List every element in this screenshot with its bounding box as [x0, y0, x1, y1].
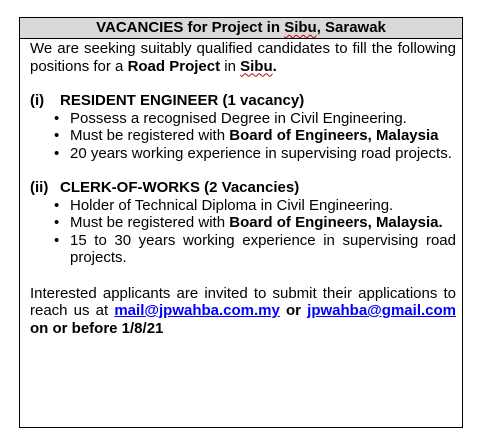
closing-paragraph — [30, 285, 456, 338]
requirements-list-1 — [30, 110, 456, 163]
intro-project: Road Project — [127, 57, 221, 75]
requirement-bold: Board of Engineers, Malaysia — [229, 127, 439, 144]
email-link-primary[interactable]: mail@jpwahba.com.my — [114, 302, 280, 319]
position-number-1: (i) — [30, 92, 45, 109]
notice-body — [20, 39, 462, 337]
position-title-1: RESIDENT ENGINEER (1 vacancy) — [60, 92, 305, 109]
requirement-text: Possess a recognised Degree in Civil Engineering. — [70, 109, 407, 127]
title-prefix: VACANCIES for Project in — [96, 19, 285, 36]
title-city: Sibu — [284, 19, 317, 36]
position-title-2: CLERK-OF-WORKS (2 Vacancies) — [60, 179, 300, 196]
requirement-item — [54, 110, 456, 128]
closing-deadline: on or before 1/8/21 — [30, 319, 164, 337]
requirement-item — [54, 145, 456, 163]
requirement-item — [54, 232, 456, 267]
position-heading-2 — [30, 179, 456, 197]
requirement-text: Must be registered with — [70, 214, 230, 231]
requirement-bold: Board of Engineers, Malaysia. — [229, 214, 443, 231]
intro-mid: in — [220, 57, 241, 75]
requirement-item — [54, 127, 456, 145]
intro-paragraph — [30, 40, 456, 75]
requirement-text: Must be registered with — [70, 127, 230, 144]
closing-or: or — [279, 302, 308, 319]
requirements-list-2 — [30, 197, 456, 267]
requirement-item — [54, 197, 456, 215]
position-number-2: (ii) — [30, 179, 49, 196]
vacancy-notice — [19, 17, 463, 428]
position-heading-1 — [30, 92, 456, 110]
intro-end: . — [272, 57, 277, 75]
requirement-item — [54, 214, 456, 232]
title-suffix: , Sarawak — [316, 19, 386, 36]
requirement-text: 15 to 30 years working experience in supervising road projects. — [70, 231, 456, 266]
requirement-text: Holder of Technical Diploma in Civil Engineering. — [70, 196, 394, 214]
notice-title — [20, 18, 462, 39]
intro-city: Sibu — [240, 57, 273, 75]
email-link-secondary[interactable]: jpwahba@gmail.com — [307, 302, 456, 319]
requirement-text: 20 years working experience in supervising road projects. — [70, 144, 452, 162]
closing-text: Interested applicants are invited to submit their applications to reach us at — [30, 284, 456, 319]
intro-text: We are seeking suitably qualified candidates to fill the following positions for a — [30, 40, 456, 75]
